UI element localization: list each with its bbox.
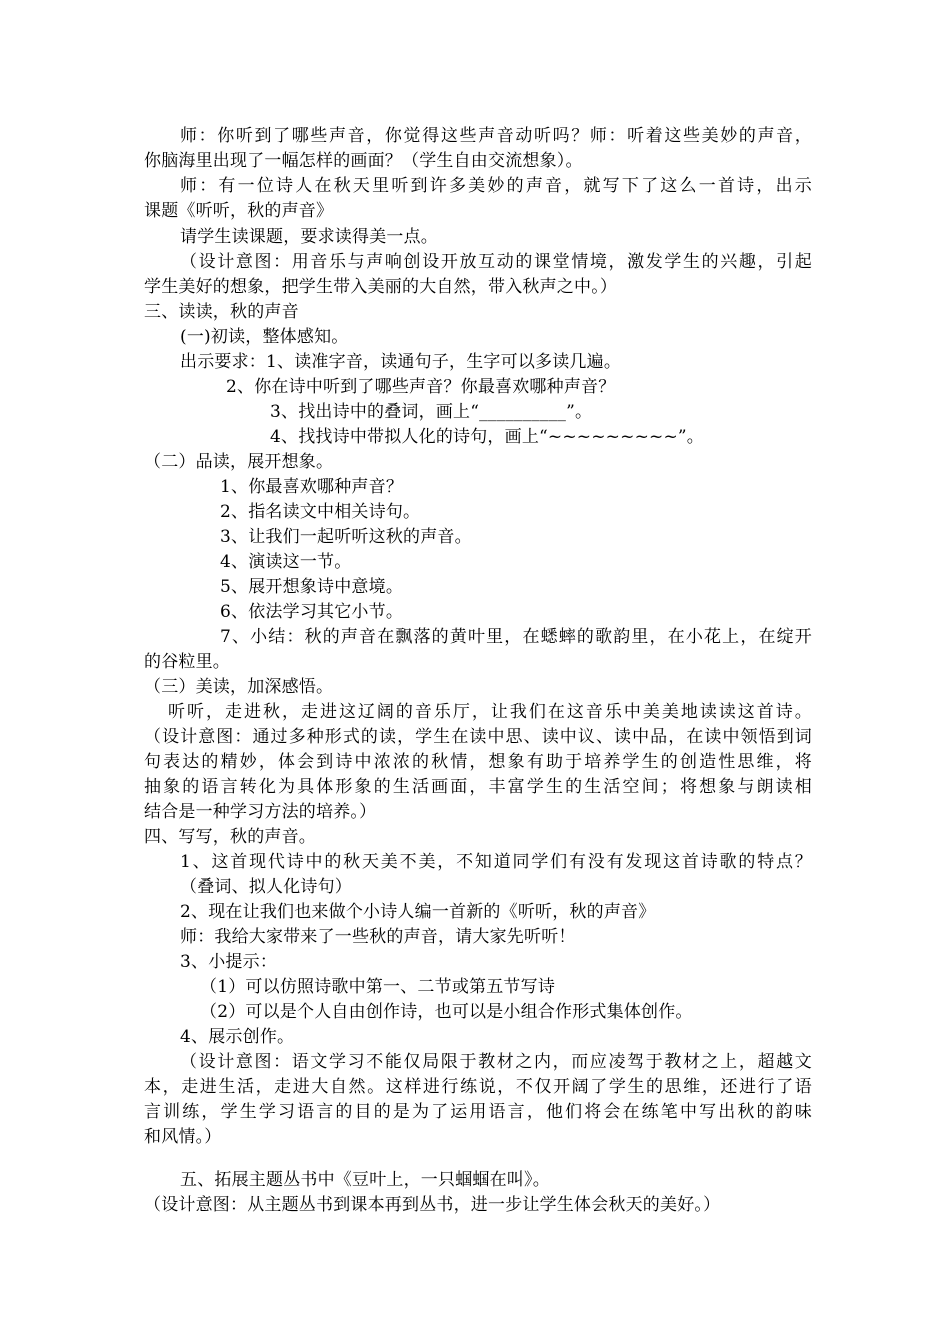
design-intent-line: （设计意图：从主题丛书到课本再到丛书，进一步让学生体会秋天的美好。）: [144, 1195, 721, 1215]
list-item: 4、演读这一节。: [220, 552, 352, 572]
section-heading: 五、拓展主题丛书中《豆叶上，一只蝈蝈在叫》。: [180, 1170, 550, 1190]
list-item: 2、现在让我们也来做个小诗人编一首新的《听听，秋的声音》: [180, 902, 656, 922]
list-item: 的谷粒里。: [144, 652, 230, 672]
list-item: 6、依法学习其它小节。: [220, 602, 404, 622]
paragraph-line: 师：有一位诗人在秋天里听到许多美妙的声音，就写下了这么一首诗，出示: [180, 176, 812, 196]
list-item: 4、展示创作。: [180, 1027, 295, 1047]
design-intent-line: 和风情。）: [144, 1127, 222, 1147]
list-item: 4、找找诗中带拟人化的诗句，画上“~~~~~~~~~”。: [270, 427, 704, 447]
paragraph-line: 你脑海里出现了一幅怎样的画面？（学生自由交流想象）。: [144, 151, 583, 171]
section-heading: 三、读读，秋的声音: [144, 302, 299, 322]
subsection-heading: （三）美读，加深感悟。: [144, 677, 334, 697]
list-item: 师：我给大家带来了一些秋的声音，请大家先听听！: [180, 927, 576, 947]
list-item: 2、你在诗中听到了哪些声音？你最喜欢哪种声音？: [226, 377, 616, 397]
design-intent-line: （设计意图：通过多种形式的读，学生在读中思、读中议、读中品，在读中领悟到词: [144, 727, 812, 747]
list-item: 3、找出诗中的叠词，画上“__________”。: [270, 402, 593, 422]
design-intent-line: （设计意图：语文学习不能仅局限于教材之内，而应凌驾于教材之上，超越文: [180, 1052, 812, 1072]
list-item: 5、展开想象诗中意境。: [220, 577, 404, 597]
list-item: 7、小结：秋的声音在飘落的黄叶里，在蟋蟀的歌韵里，在小花上，在绽开: [220, 627, 812, 647]
design-intent-line: 抽象的语言转化为具体形象的生活画面，丰富学生的生活空间；将想象与朗读相: [144, 777, 812, 797]
design-intent-line: 言训练，学生学习语言的目的是为了运用语言，他们将会在练笔中写出秋的韵味: [144, 1102, 812, 1122]
list-item: 2、指名读文中相关诗句。: [220, 502, 421, 522]
list-item: 3、让我们一起听听这秋的声音。: [220, 527, 472, 547]
design-intent-line: 句表达的精妙，体会到诗中浓浓的秋情，想象有助于培养学生的创造性思维，将: [144, 752, 812, 772]
list-item: 3、小提示：: [180, 952, 278, 972]
subsection-heading: （二）品读，展开想象。: [144, 452, 334, 472]
list-item: （2）可以是个人自由创作诗，也可以是小组合作形式集体创作。: [200, 1002, 693, 1022]
design-intent-line: 结合是一种学习方法的培养。）: [144, 802, 377, 822]
list-item: 1、你最喜欢哪种声音？: [220, 477, 404, 497]
subsection-heading: (一)初读，整体感知。: [180, 327, 349, 347]
paragraph-line: 请学生读课题，要求读得美一点。: [180, 227, 438, 247]
paragraph-line: 听听，走进秋，走进这辽阔的音乐厅，让我们在这音乐中美美地读读这首诗。: [168, 702, 812, 722]
design-intent-line: 本，走进生活，走进大自然。这样进行练说，不仅开阔了学生的思维，还进行了语: [144, 1077, 812, 1097]
list-item: （叠词、拟人化诗句）: [180, 877, 352, 897]
design-intent-line: 学生美好的想象，把学生带入美丽的大自然，带入秋声之中。）: [144, 277, 618, 297]
paragraph-line: 师：你听到了哪些声音，你觉得这些声音动听吗？师：听着这些美妙的声音，: [180, 126, 812, 146]
paragraph-line: 课题《听听，秋的声音》: [144, 201, 334, 221]
list-item: 出示要求：1、读准字音，读通句子，生字可以多读几遍。: [180, 352, 622, 372]
section-heading: 四、写写，秋的声音。: [144, 827, 316, 847]
list-item: （1）可以仿照诗歌中第一、二节或第五节写诗: [200, 977, 556, 997]
design-intent-line: （设计意图：用音乐与声响创设开放互动的课堂情境，激发学生的兴趣，引起: [180, 252, 812, 272]
list-item: 1、这首现代诗中的秋天美不美，不知道同学们有没有发现这首诗歌的特点？: [180, 852, 812, 872]
